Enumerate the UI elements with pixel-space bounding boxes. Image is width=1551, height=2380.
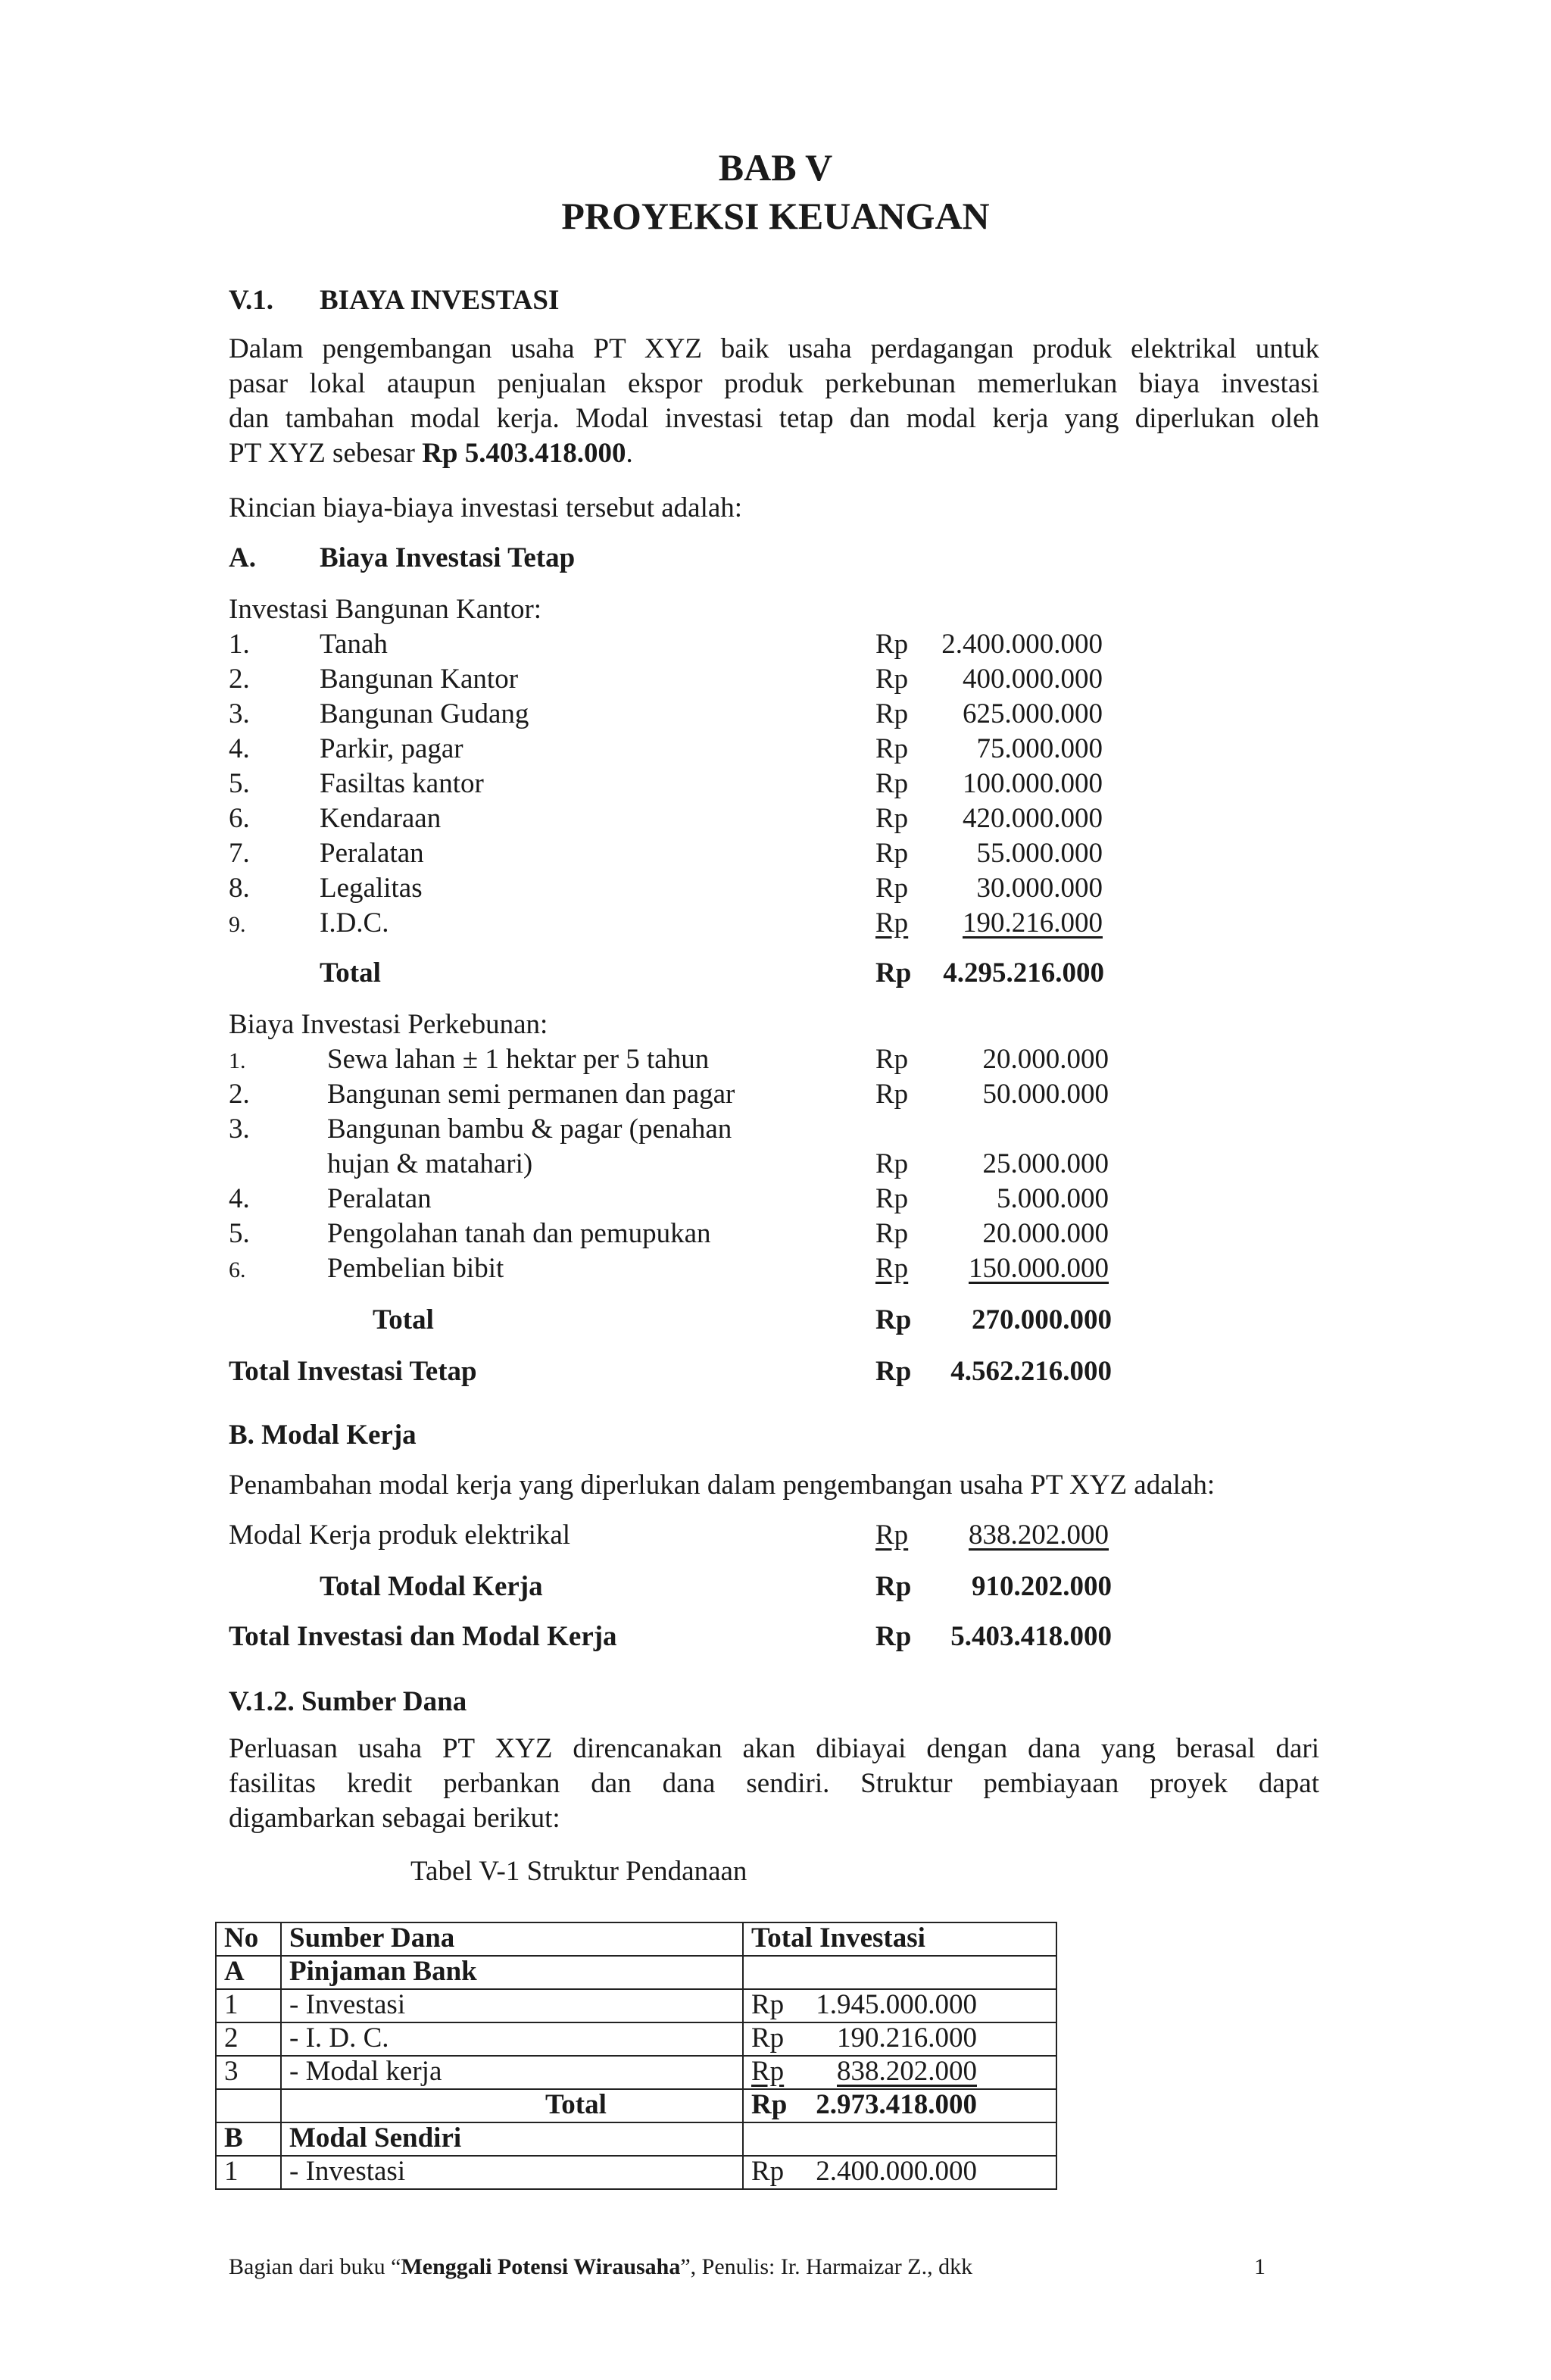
cell-total [743,2122,1056,2156]
cell-total [743,1989,1056,2022]
item-label: hujan & matahari) [327,1148,533,1179]
cell-no: B [216,2122,281,2156]
item-currency: Rp [875,768,909,799]
table-row [216,1956,1056,1989]
page-title: PROYEKSI KEUANGAN [561,195,990,237]
item-number: 5. [229,768,250,799]
cell-currency: Rp [751,1989,785,2020]
cell-source: Total [281,2089,743,2122]
paragraph-line: digambarkan sebagai berikut: [229,1803,560,1834]
item-amount: 50.000.000 [982,1079,1109,1110]
subsection-heading: Biaya Investasi Tetap [320,542,576,573]
paragraph-line: pasar lokal ataupun penjualan ekspor produk perkebunan memerlukan biaya investasi [229,368,1319,399]
table-row [216,2022,1056,2056]
office-heading: Investasi Bangunan Kantor: [229,594,542,625]
breakdown-intro: Rincian biaya-biaya investasi tersebut adalah: [229,492,743,523]
cell-source: - Modal kerja [281,2056,743,2089]
cell-currency: Rp [751,2056,785,2087]
item-label: Bangunan semi permanen dan pagar [327,1079,735,1110]
office-total-amount: 4.295.216.000 [943,957,1104,989]
plantation-heading: Biaya Investasi Perkebunan: [229,1009,548,1040]
item-number: 3. [229,1113,250,1145]
item-label: Peralatan [327,1183,432,1214]
footer-citation: Bagian dari buku “Menggali Potensi Wirausaha”, Penulis: Ir. Harmaizar Z., dkk [229,2254,973,2279]
cell-amount: 190.216.000 [837,2022,977,2054]
cell-no: A [216,1956,281,1989]
item-number: 8. [229,873,250,904]
item-amount: 55.000.000 [976,838,1103,869]
cell-source: - Investasi [281,1989,743,2022]
plantation-total-currency: Rp [875,1304,912,1335]
fixed-grand-currency: Rp [875,1356,912,1387]
working-capital-item-amount: 838.202.000 [969,1520,1109,1551]
grand-total-currency: Rp [875,1621,912,1652]
table-row [216,2089,1056,2122]
chapter-label: BAB V [718,146,833,189]
section-heading: BIAYA INVESTASI [320,285,560,316]
item-number: 1. [229,1048,246,1073]
item-number: 5. [229,1218,250,1249]
item-currency: Rp [875,733,909,764]
fixed-grand-label: Total Investasi Tetap [229,1356,477,1387]
item-number: 4. [229,1183,250,1214]
item-amount: 5.000.000 [997,1183,1109,1214]
header-no: No [216,1922,281,1956]
item-currency: Rp [875,664,909,695]
cell-no: 2 [216,2022,281,2056]
item-label: Kendaraan [320,803,442,834]
item-number: 3. [229,698,250,729]
item-amount: 190.216.000 [963,907,1103,939]
item-amount: 400.000.000 [963,664,1103,695]
item-number: 2. [229,1079,250,1110]
item-currency: Rp [875,1044,909,1075]
cell-no [216,2089,281,2122]
item-label: Bangunan Gudang [320,698,529,729]
item-number: 4. [229,733,250,764]
cell-source: - I. D. C. [281,2022,743,2056]
item-label: Bangunan bambu & pagar (penahan [327,1113,732,1145]
table-row [216,1989,1056,2022]
working-capital-total-label: Total Modal Kerja [320,1571,543,1602]
item-amount: 30.000.000 [976,873,1103,904]
item-amount: 625.000.000 [963,698,1103,729]
cell-source: Modal Sendiri [281,2122,743,2156]
item-currency: Rp [875,1183,909,1214]
item-label: Parkir, pagar [320,733,463,764]
item-number: 2. [229,664,250,695]
item-label: Sewa lahan ± 1 hektar per 5 tahun [327,1044,710,1075]
funding-paragraph [229,1732,1319,1836]
item-label: Legalitas [320,873,423,904]
page-number: 1 [1254,2254,1265,2279]
office-total-label: Total [320,957,381,989]
working-capital-total-currency: Rp [875,1571,912,1602]
item-label: Peralatan [320,838,424,869]
item-amount: 25.000.000 [982,1148,1109,1179]
cell-total [743,2089,1056,2122]
paragraph-line: Dalam pengembangan usaha PT XYZ baik usaha perdagangan produk elektrikal untuk [229,333,1319,364]
investment-amount: Rp 5.403.418.000 [422,438,626,469]
cell-amount: 1.945.000.000 [816,1989,977,2020]
item-currency: Rp [875,1079,909,1110]
table-row [216,2122,1056,2156]
cell-no: 1 [216,1989,281,2022]
paragraph-line: fasilitas kredit perbankan dan dana sendiri. Struktur pembiayaan proyek dapat [229,1768,1319,1799]
funding-table [215,1922,1057,2190]
item-label: Pengolahan tanah dan pemupukan [327,1218,711,1249]
item-amount: 420.000.000 [963,803,1103,834]
cell-no: 1 [216,2156,281,2189]
cell-amount: 2.400.000.000 [816,2156,977,2187]
item-amount: 20.000.000 [982,1044,1109,1075]
item-currency: Rp [875,803,909,834]
item-label: Bangunan Kantor [320,664,519,695]
cell-total [743,2022,1056,2056]
cell-amount: 838.202.000 [837,2056,977,2087]
item-currency: Rp [875,1218,909,1249]
cell-currency: Rp [751,2156,785,2187]
working-capital-total-amount: 910.202.000 [972,1571,1112,1602]
plantation-total-amount: 270.000.000 [972,1304,1112,1335]
book-title: Menggali Potensi Wirausaha [401,2254,681,2279]
item-number: 6. [229,803,250,834]
item-currency: Rp [875,629,909,660]
item-amount: 20.000.000 [982,1218,1109,1249]
paragraph-line: PT XYZ sebesar Rp 5.403.418.000. [229,438,633,469]
working-capital-item: Modal Kerja produk elektrikal [229,1520,571,1551]
item-label: Pembelian bibit [327,1253,504,1284]
funding-heading: V.1.2. Sumber Dana [229,1686,467,1717]
intro-paragraph [229,332,1319,471]
fixed-grand-amount: 4.562.216.000 [950,1356,1112,1387]
item-currency: Rp [875,873,909,904]
paragraph-line: Perluasan usaha PT XYZ direncanakan akan dibiayai dengan dana yang berasal dari [229,1733,1319,1764]
item-currency: Rp [875,698,909,729]
working-capital-item-currency: Rp [875,1520,909,1551]
item-amount: 150.000.000 [969,1253,1109,1284]
working-capital-heading: B. Modal Kerja [229,1420,417,1451]
table-row [216,2056,1056,2089]
item-currency: Rp [875,1148,909,1179]
item-amount: 100.000.000 [963,768,1103,799]
item-currency: Rp [875,907,909,939]
cell-amount: 2.973.418.000 [816,2089,977,2120]
header-source: Sumber Dana [281,1922,743,1956]
item-label: Fasiltas kantor [320,768,484,799]
cell-total [743,1956,1056,1989]
working-capital-intro: Penambahan modal kerja yang diperlukan dalam pengembangan usaha PT XYZ adalah: [229,1470,1216,1501]
table-header-row [216,1922,1056,1956]
grand-total-label: Total Investasi dan Modal Kerja [229,1621,617,1652]
item-currency: Rp [875,1253,909,1284]
item-currency: Rp [875,838,909,869]
paragraph-line: dan tambahan modal kerja. Modal investasi tetap dan modal kerja yang diperlukan oleh [229,403,1319,434]
item-amount: 75.000.000 [976,733,1103,764]
subsection-letter: A. [229,542,256,573]
cell-total [743,2156,1056,2189]
cell-no: 3 [216,2056,281,2089]
section-number: V.1. [229,285,273,316]
grand-total-amount: 5.403.418.000 [950,1621,1112,1652]
header-total: Total Investasi [743,1922,1056,1956]
table-row [216,2156,1056,2189]
cell-source: Pinjaman Bank [281,1956,743,1989]
item-number: 9. [229,912,246,937]
item-number: 7. [229,838,250,869]
item-label: I.D.C. [320,907,389,939]
cell-currency: Rp [751,2022,785,2054]
cell-total [743,2056,1056,2089]
table-caption: Tabel V-1 Struktur Pendanaan [410,1856,747,1887]
office-total-currency: Rp [875,957,912,989]
cell-currency: Rp [751,2089,788,2120]
item-number: 1. [229,629,250,660]
item-amount: 2.400.000.000 [941,629,1103,660]
cell-source: - Investasi [281,2156,743,2189]
item-label: Tanah [320,629,388,660]
item-number: 6. [229,1257,246,1282]
plantation-total-label: Total [373,1304,434,1335]
